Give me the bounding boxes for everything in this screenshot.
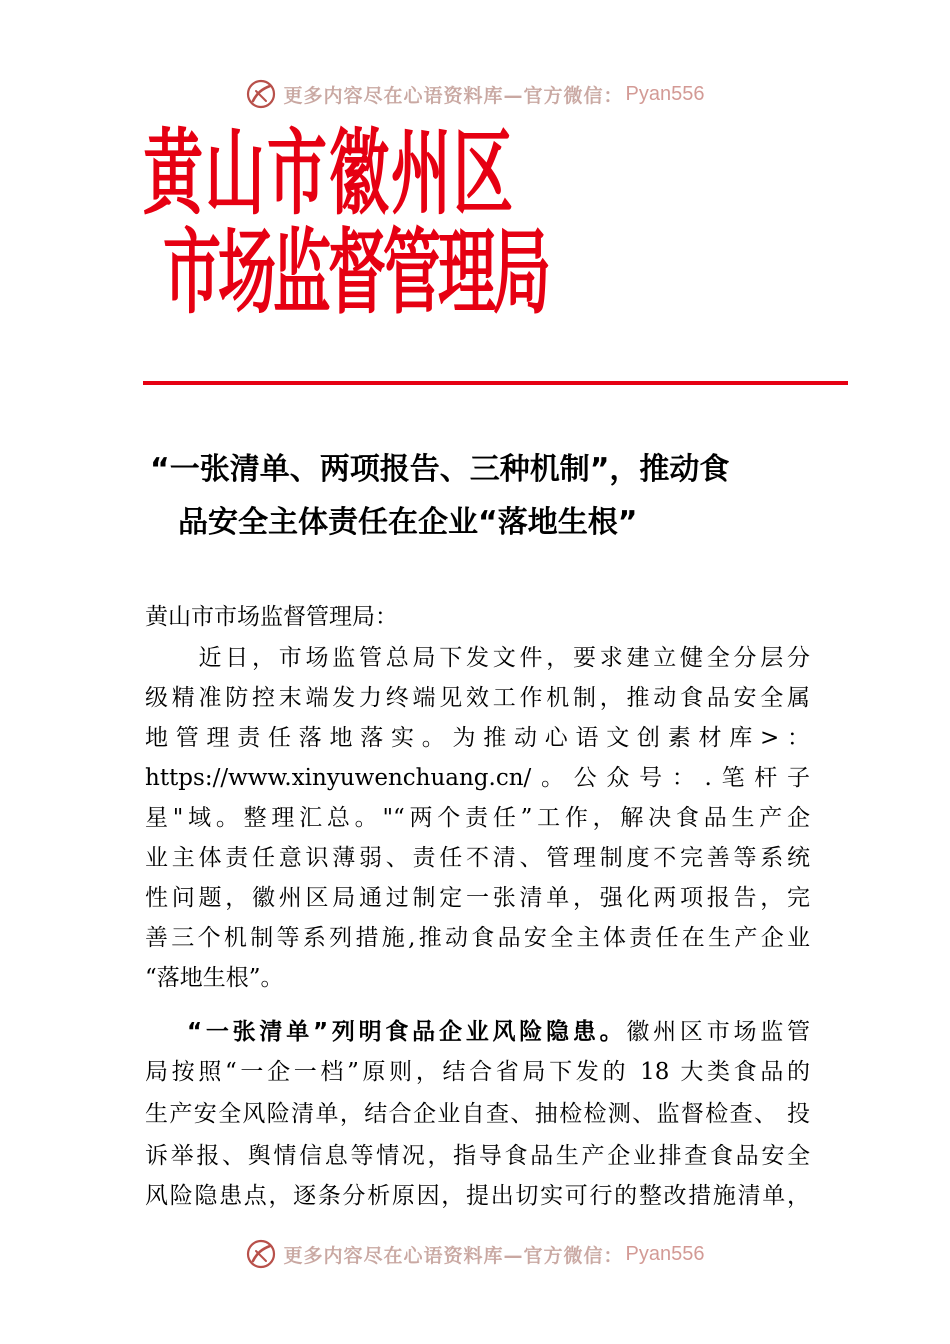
para1-line: 业主体责任意识薄弱、责任不清、管理制度不完善等系统 (145, 845, 810, 871)
para1-line: 善三个机制等系列措施,推动食品安全主体责任在生产企业 (145, 925, 810, 951)
footer-watermark (0, 1234, 950, 1274)
masthead-line-1: 黄山市徽州区 (143, 120, 515, 229)
salutation: 黄山市市场监督管理局： (145, 604, 398, 630)
para1-line: 星"域。整理汇总。"“两个责任”工作，解决食品生产企 (145, 805, 810, 831)
header-watermark (0, 74, 950, 114)
para1-line: 近日，市场监管总局下发文件，要求建立健全分层分 (145, 645, 810, 671)
para2-line: 徽州区市场监管 (626, 1019, 811, 1045)
para1-line: 性问题，徽州区局通过制定一张清单，强化两项报告，完 (145, 885, 810, 911)
watermark-text: 更多内容尽在心语资料库—官方微信： (283, 1244, 624, 1267)
para2-line: 诉举报、舆情信息等情况，指导食品生产企业排查食品安全 (145, 1143, 810, 1169)
masthead-line-2: 市场监督管理局 (163, 218, 549, 327)
para1-line: “落地生根”。 (145, 965, 284, 991)
red-divider (143, 381, 848, 385)
para1-line: 地管理责任落地落实。为推动心语文创素材库>： (145, 725, 810, 751)
para2-line: 生产安全风险清单，结合企业自查、抽检检测、监督检查、 投 (145, 1101, 810, 1127)
circle-brush-logo-icon (246, 1239, 276, 1269)
para2-lead: “一张清单”列明食品企业风险隐患。 (187, 1019, 627, 1045)
para2-first-line (187, 1012, 810, 1052)
para2-line: 局按照“一企一档”原则，结合省局下发的 18 大类食品的 (145, 1059, 810, 1085)
watermark-account: Pyan556 (625, 82, 705, 105)
para1-line: 级精准防控末端发力终端见效工作机制，推动食品安全属 (145, 685, 810, 711)
headline-line-1: “一张清单、两项报告、三种机制”，推动食 (150, 452, 730, 487)
para2-line: 风险隐患点，逐条分析原因，提出切实可行的整改措施清单， (145, 1183, 810, 1209)
watermark-account: Pyan556 (625, 1242, 705, 1265)
watermark-text: 更多内容尽在心语资料库—官方微信： (283, 84, 624, 107)
para1-line: https://www.xinyuwenchuang.cn/。公众号：.笔杆子 (145, 765, 810, 791)
headline-line-2: 品安全主体责任在企业“落地生根” (178, 505, 638, 540)
circle-brush-logo-icon (246, 79, 276, 109)
